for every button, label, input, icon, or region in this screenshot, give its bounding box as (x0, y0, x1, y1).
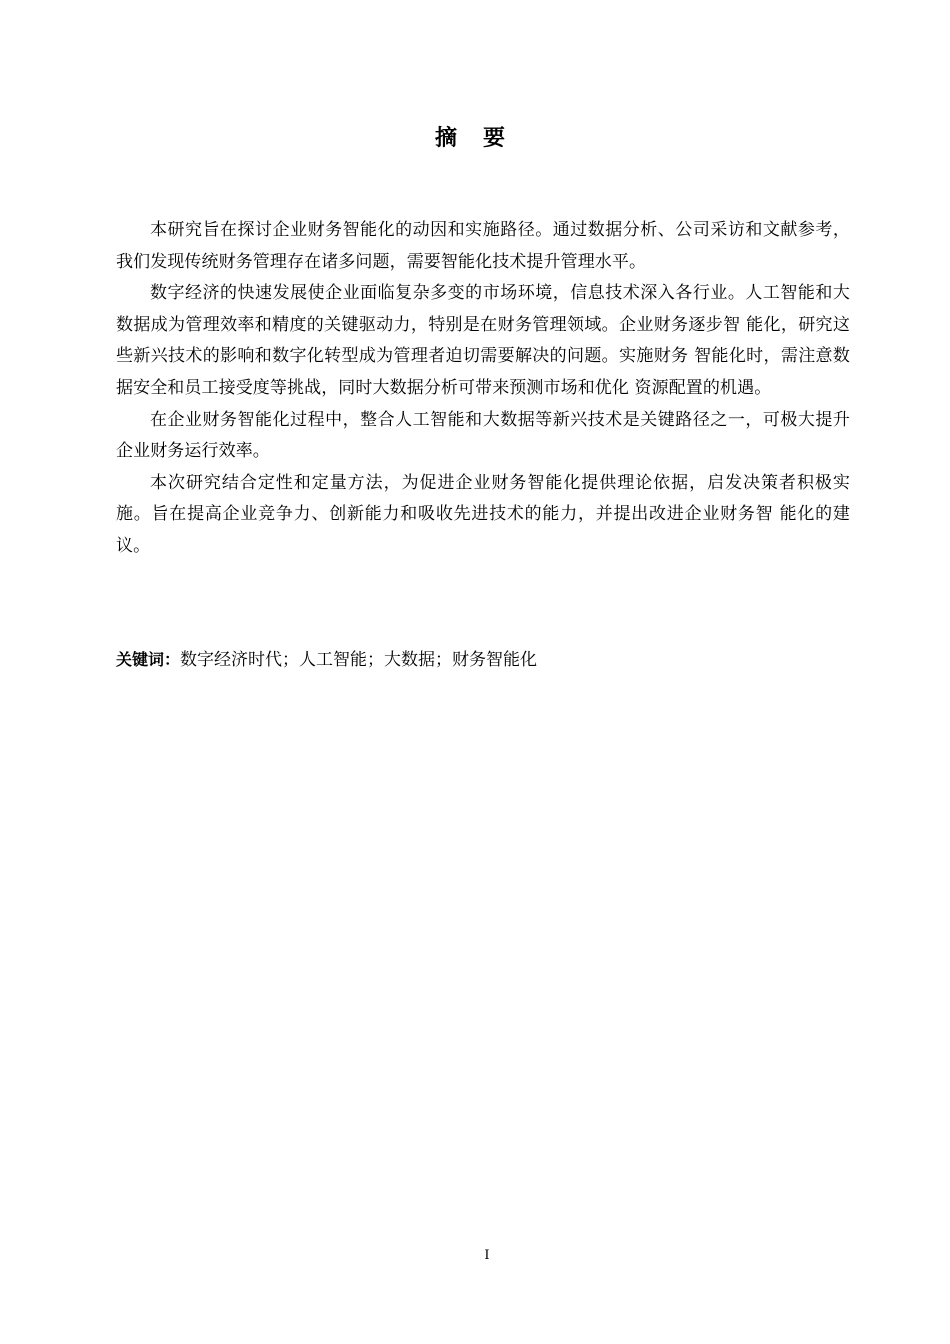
page-number: I (484, 1248, 490, 1263)
keywords-line (116, 644, 850, 676)
keywords-label: 关键词： (116, 650, 181, 669)
keywords-text: 数字经济时代；人工智能；大数据；财务智能化 (180, 650, 538, 670)
abstract-paragraph-1: 本研究旨在探讨企业财务智能化的动因和实施路径。通过数据分析、公司采访和文献参考，我们发现传统财务管理存在诸多问题，需要智能化技术提升管理水平。 (116, 220, 850, 272)
abstract-body (116, 215, 850, 563)
abstract-paragraph-3: 在企业财务智能化过程中，整合人工智能和大数据等新兴技术是关键路径之一，可极大提升企业财务运行效率。 (116, 409, 850, 462)
abstract-paragraph-4: 本次研究结合定性和定量方法，为促进企业财务智能化提供理论依据，启发决策者积极实施。旨在提高企业竞争力、创新能力和吸收先进技术的能力，并提出改进企业财务智 能化的建议。 (116, 472, 850, 556)
abstract-paragraph-2: 数字经济的快速发展使企业面临复杂多变的市场环境，信息技术深入各行业。人工智能和大数据成为管理效率和精度的关键驱动力，特别是在财务管理领域。企业财务逐步智 能化，研究这些新兴技术的影响和数字化转型成为管理者迫切需要解决的问题。实施财务 智能化时，需注意数据安全和员工接受度等挑战，同时大数据分析可带来预测市场和优化 资源配置的机遇。 (116, 283, 850, 398)
abstract-title: 摘要 (434, 125, 531, 151)
